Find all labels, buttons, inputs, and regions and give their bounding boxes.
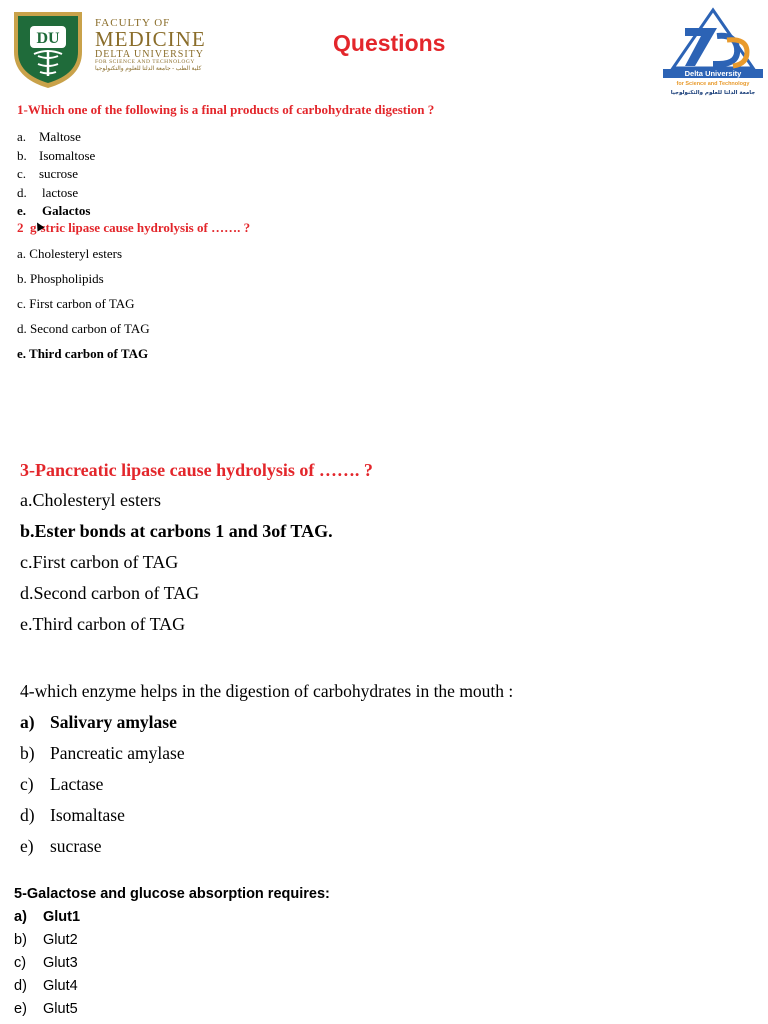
question-2-text: 2 g stric lipase cause hydrolysis of ……. ? [17, 220, 251, 235]
slide-header [0, 0, 768, 100]
question-1 [17, 102, 434, 221]
q4-option-b: b) Pancreatic amylase [20, 743, 185, 763]
logo-text-en2: for Science and Technology [676, 81, 750, 87]
q5-option-c: c) Glut3 [14, 955, 78, 971]
question-5 [14, 883, 330, 1021]
q1-option-e: e. Galactos [17, 203, 91, 218]
q2-option-e: e. Third carbon of TAG [17, 346, 149, 361]
q3-option-a: a.Cholesteryl esters [20, 490, 161, 510]
q3-option-e: e.Third carbon of TAG [20, 614, 186, 634]
faculty-line3: DELTA UNIVERSITY [95, 49, 204, 60]
q3-option-b: b.Ester bonds at carbons 1 and 3of TAG. [20, 521, 333, 541]
logo-text-en: Delta University [684, 69, 742, 78]
faculty-name-block [95, 18, 206, 72]
faculty-line4: FOR SCIENCE AND TECHNOLOGY [95, 59, 195, 65]
svg-text:DU: DU [36, 30, 60, 47]
faculty-line1: FACULTY OF [95, 17, 171, 29]
q5-option-b: b) Glut2 [14, 932, 78, 948]
page-title: Questions [333, 30, 446, 56]
q2-option-c: c. First carbon of TAG [17, 296, 135, 311]
q4-option-e: e) sucrase [20, 836, 102, 856]
q5-option-d: d) Glut4 [14, 978, 78, 994]
faculty-crest-logo [8, 6, 88, 90]
q2-option-b: b. Phospholipids [17, 271, 104, 286]
question-5-text: 5-Galactose and glucose absorption requires: [14, 886, 330, 902]
q1-option-d: d. lactose [17, 184, 79, 200]
question-3 [20, 460, 373, 640]
q5-option-e: e) Glut5 [14, 1001, 78, 1017]
q1-option-a: a. Maltose [17, 129, 81, 144]
university-logo [655, 6, 765, 98]
q3-option-c: c.First carbon of TAG [20, 552, 179, 572]
question-3-text: 3-Pancreatic lipase cause hydrolysis of ……. ? [20, 460, 373, 480]
q1-option-b: b. Isomaltose [17, 147, 96, 163]
q4-option-c: c) Lactase [20, 774, 104, 794]
question-4 [20, 677, 513, 862]
q1-option-c: c. sucrose [17, 166, 78, 181]
q4-option-d: d) Isomaltase [20, 805, 125, 825]
logo-text-ar: جامعة الدلتا للعلوم والتكنولوجيا [670, 90, 756, 96]
question-4-text: 4-which enzyme helps in the digestion of carbohydrates in the mouth : [20, 681, 514, 701]
faculty-line2: MEDICINE [95, 27, 206, 51]
q2-option-d: d. Second carbon of TAG [17, 321, 150, 336]
faculty-line5: كلية الطب - جامعة الدلتا للعلوم والتكنولوجيا [95, 65, 202, 72]
question-1-text: 1-Which one of the following is a final products of carbohydrate digestion ? [17, 102, 435, 117]
q5-option-a: a) Glut1 [14, 909, 81, 925]
q4-option-a: a) Salivary amylase [20, 712, 177, 732]
question-2 [17, 219, 250, 366]
q3-option-d: d.Second carbon of TAG [20, 583, 200, 603]
q2-option-a: a. Cholesteryl esters [17, 246, 123, 261]
